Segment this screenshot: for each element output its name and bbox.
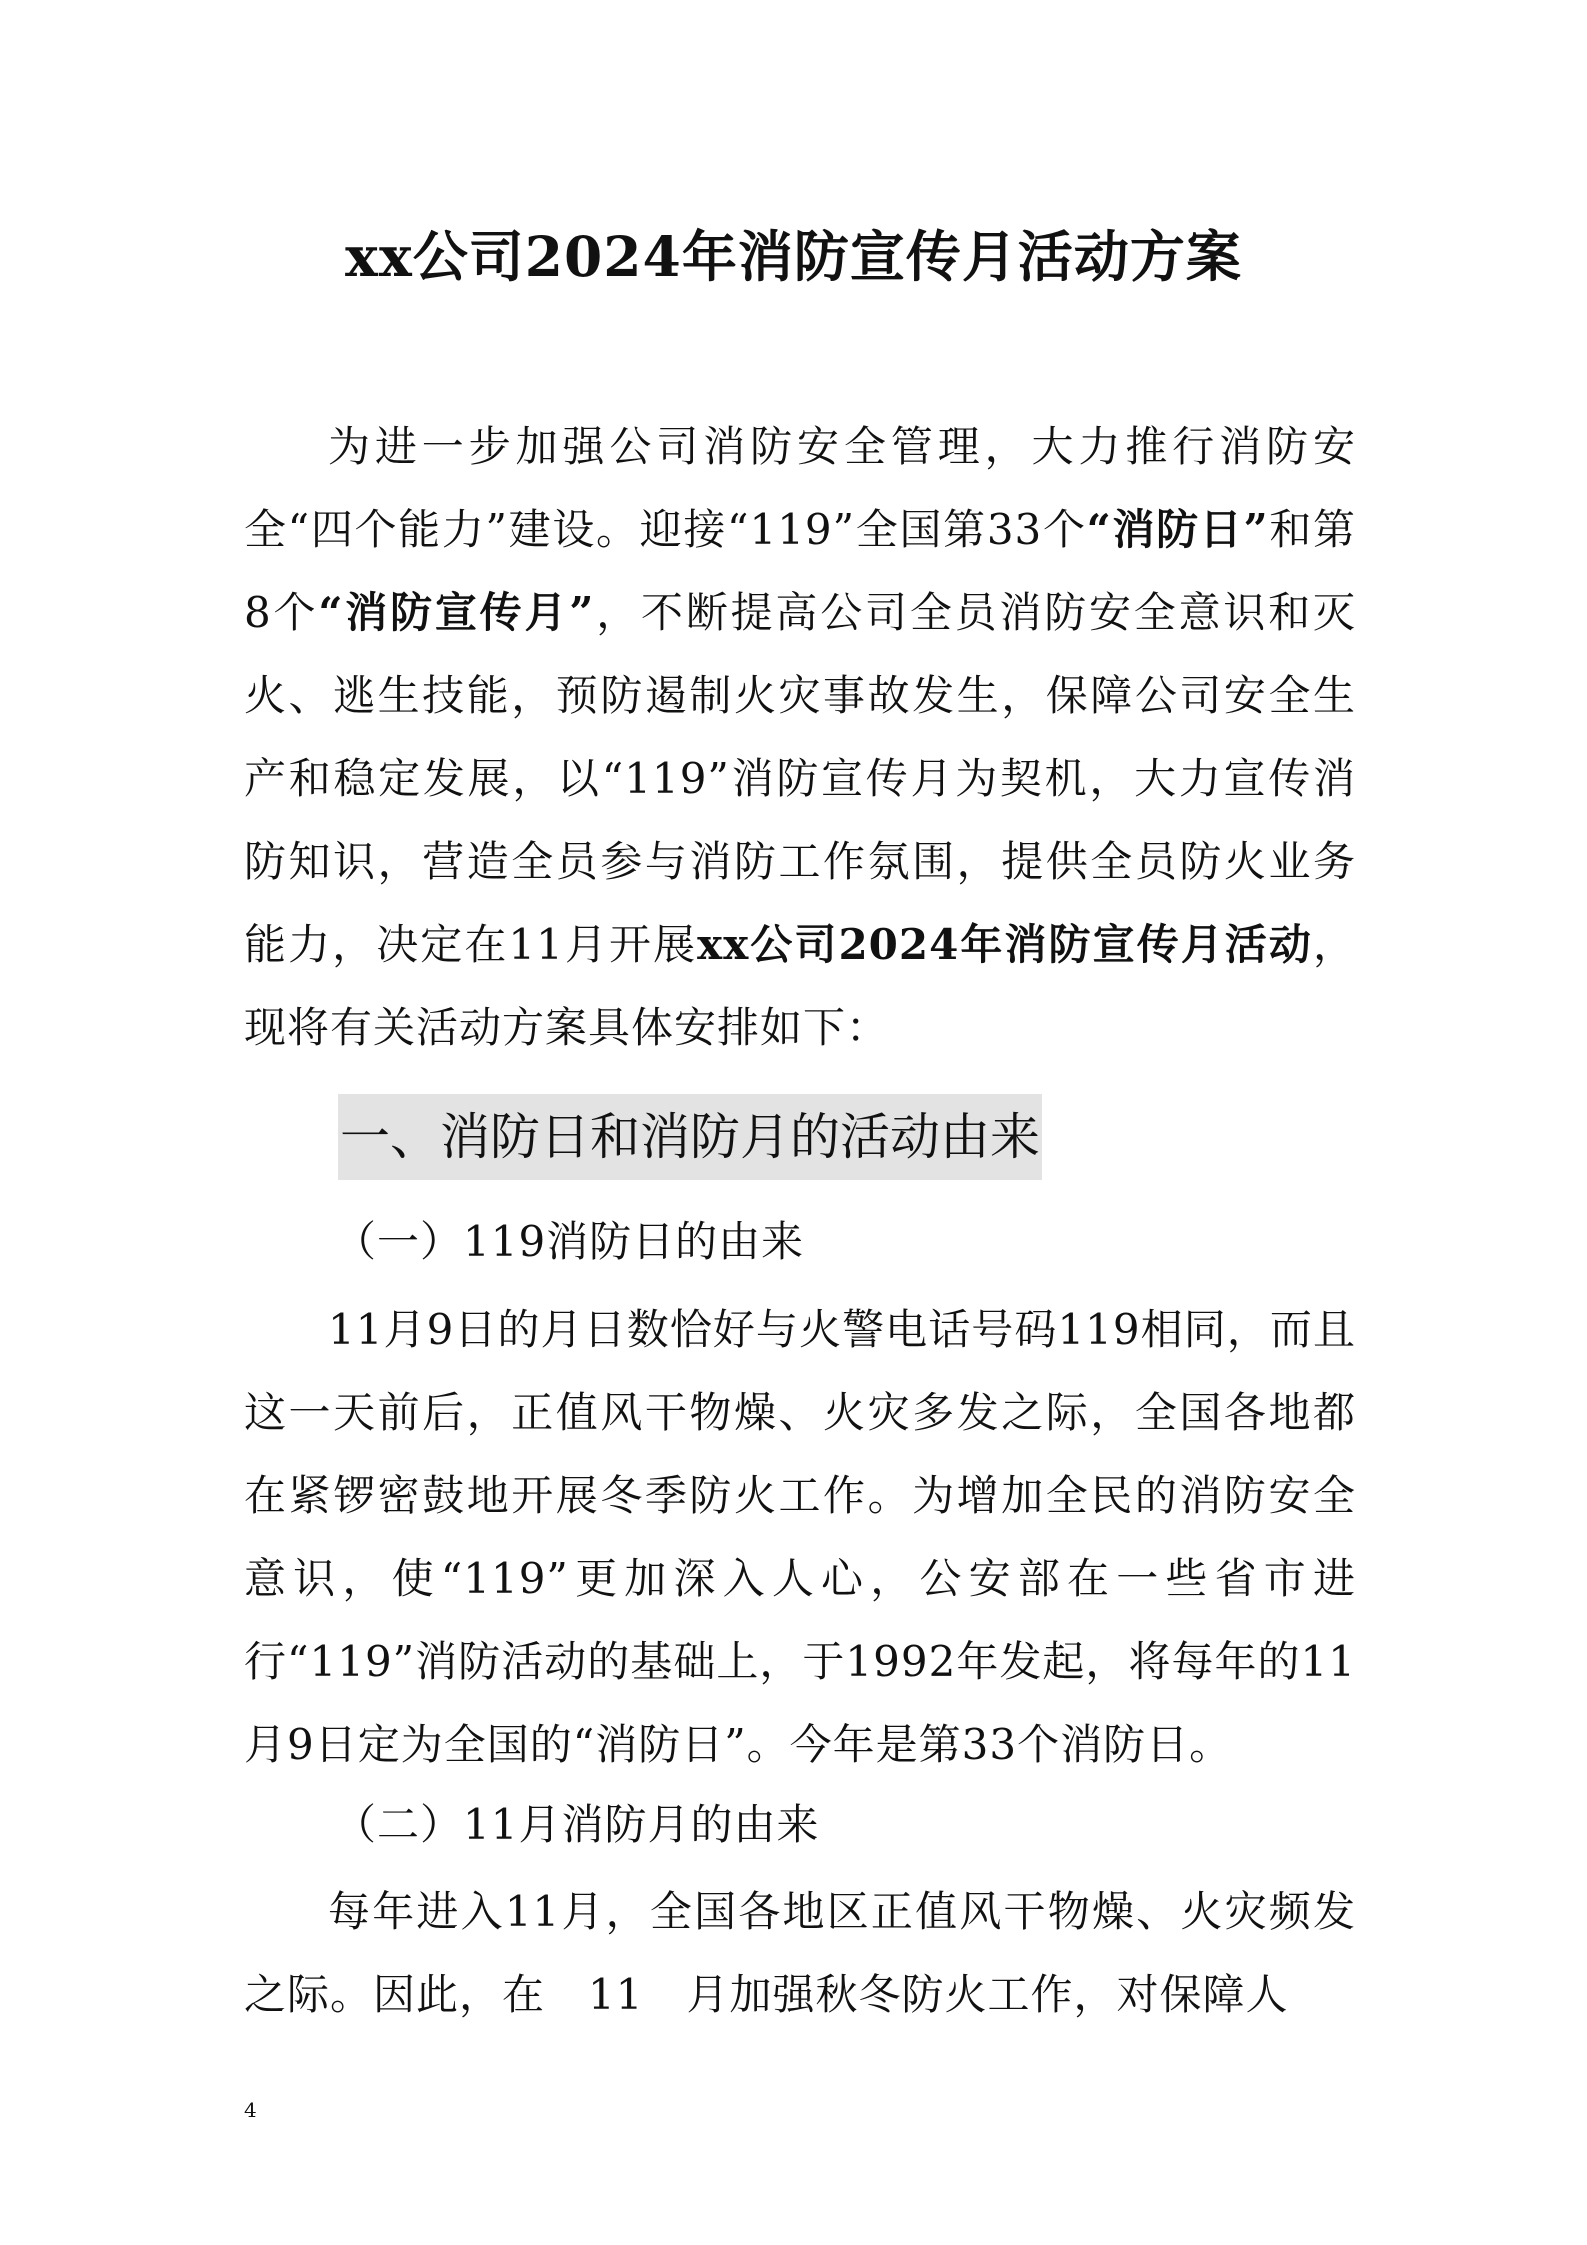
fire-month-paragraph: 每年进入11月，全国各地区正值风干物燥、火灾频发之际。因此，在 11 月加强秋冬防火工作，对保障人 (244, 1887, 1356, 2019)
document-title: xx公司2024年消防宣传月活动方案 (345, 224, 1242, 289)
intro-paragraph (244, 405, 1356, 1070)
subsection-heading-fire-month: （二）11月消防月的由来 (334, 1800, 820, 1849)
intro-bold-activity-name: xx公司2024年消防宣传月活动 (697, 920, 1313, 969)
intro-text-4: ，现将有关活动方案具体安排如下： (244, 920, 1356, 1052)
fire-day-paragraph: 11月9日的月日数恰好与火警电话号码119相同，而且这一天前后，正值风干物燥、火灾多发之际，全国各地都在紧锣密鼓地开展冬季防火工作。为增加全民的消防安全意识，使“119”更加深入人心，公安部在一些省市进行“119”消防活动的基础上，于1992年发起，将每年的11月9日定为全国的“消防日”。今年是第33个消防日。 (244, 1305, 1356, 1769)
intro-text-2: 和第8个 (244, 505, 1356, 637)
subsection-heading-fire-day: （一）119消防日的由来 (334, 1217, 805, 1266)
page-number: 4 (244, 2098, 257, 2122)
intro-text-3: ，不断提高公司全员消防安全意识和灭火、逃生技能，预防遏制火灾事故发生，保障公司安全生产和稳定发展，以“119”消防宣传月为契机，大力宣传消防知识，营造全员参与消防工作氛围，提供全员防火业务能力，决定在11月开展 (244, 588, 1356, 969)
section-heading-origin: 一、消防日和消防月的活动由来 (338, 1094, 1042, 1180)
intro-bold-fire-day: “消防日” (1086, 505, 1269, 554)
intro-bold-fire-month: “消防宣传月” (318, 588, 595, 637)
intro-text-1: 为进一步加强公司消防安全管理，大力推行消防安全“四个能力”建设。迎接“119”全国第33个 (244, 422, 1356, 554)
